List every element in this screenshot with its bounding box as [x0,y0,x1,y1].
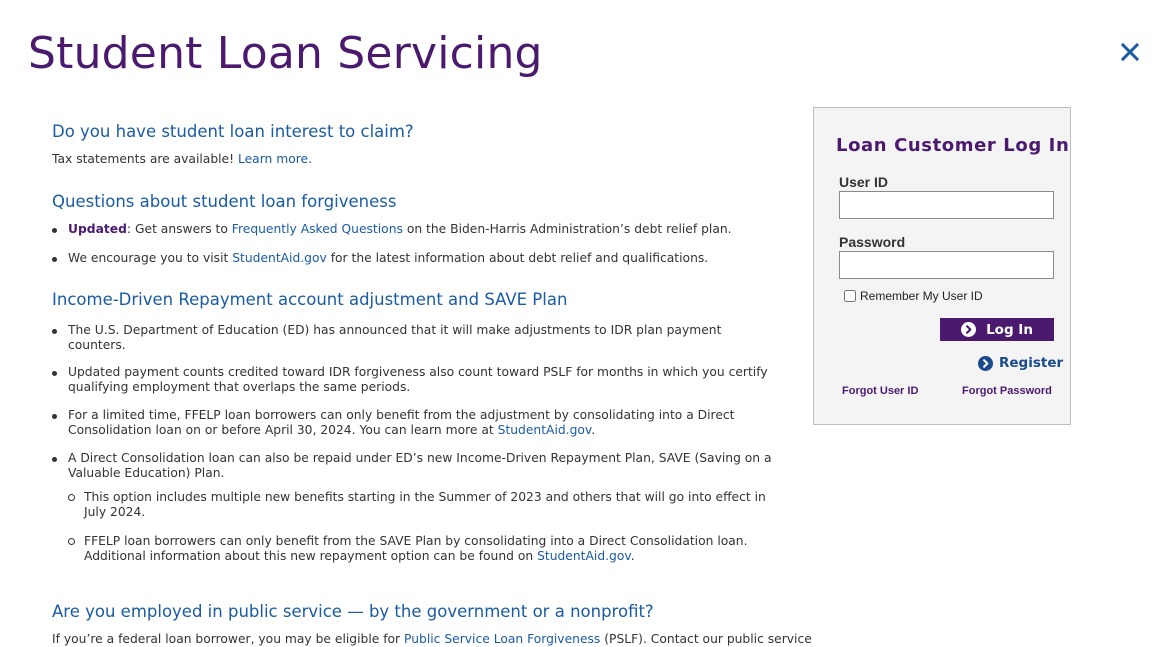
idr-heading: Income-Driven Repayment account adjustment and SAVE Plan [52,290,568,309]
list-item [52,451,772,564]
close-button[interactable] [1118,36,1142,66]
user-id-label: User ID [839,174,889,190]
remember-user-id[interactable] [842,289,983,303]
idr-sublist [68,490,772,564]
list-item [52,222,772,237]
list-item: Updated payment counts credited toward IDR forgiveness also count toward PSLF for months in which you certify qualifying employment that overlaps the same periods. [52,365,772,395]
list-item [52,408,772,438]
list-item-text: on the Biden-Harris Administration’s debt relief plan. [402,222,732,236]
password-input[interactable] [839,251,1054,279]
sub-list-item: This option includes multiple new benefits starting in the Summer of 2023 and others that will go into effect in July 2024. [68,490,772,520]
list-item: The U.S. Department of Education (ED) has announced that it will make adjustments to IDR plan payment counters. [52,323,772,353]
list-item-text: We encourage you to visit [68,251,233,265]
forgiveness-heading: Questions about student loan forgiveness [52,192,397,211]
chevron-right-circle-icon [978,356,993,371]
studentaid-link[interactable]: StudentAid.gov [537,549,631,563]
login-title: Loan Customer Log In [836,135,1070,156]
interest-heading: Do you have student loan interest to claim? [52,122,414,141]
close-icon [1120,42,1140,62]
list-item [52,251,772,266]
user-id-input[interactable] [839,191,1054,219]
list-item-text: : Get answers to [126,222,232,236]
login-button[interactable] [940,318,1054,341]
updated-label: Updated [68,222,127,236]
list-item-text: For a limited time, FFELP loan borrowers can only benefit from the adjustment by consolidating into a Direct Consolidation loan on or before April 30, 2024. You can learn more at [68,408,735,437]
main-content [52,122,812,647]
register-label: Register [999,355,1064,371]
pslf-text-end: (PSLF). Contact our public service [600,632,812,646]
remember-checkbox[interactable] [844,290,856,302]
pslf-link[interactable]: Public Service Loan Forgiveness [404,632,601,646]
studentaid-link[interactable]: StudentAid.gov [497,423,592,437]
login-button-label: Log In [986,321,1033,338]
forgot-user-id-link[interactable]: Forgot User ID [842,385,919,397]
interest-text-body: Tax statements are available! [52,152,235,166]
remember-label: Remember My User ID [860,289,983,303]
pslf-heading: Are you employed in public service — by the government or a nonprofit? [52,602,654,621]
list-item-text: A Direct Consolidation loan can also be repaid under ED’s new Income-Driven Repayment Plan, SAVE (Saving on a Valuable Education) Plan. [68,451,772,480]
list-item-text: . [630,549,635,563]
list-item-text: . [591,423,596,437]
forgiveness-list [52,222,772,266]
list-item-text: FFELP loan borrowers can only benefit from the SAVE Plan by consolidating into a Direct Consolidation loan. Additional information about this new repayment option can be found on [84,534,748,563]
idr-list [52,323,772,564]
learn-more-link[interactable]: Learn more [237,152,309,166]
chevron-right-circle-icon [961,322,976,337]
interest-text [52,152,772,167]
page-title: Student Loan Servicing [28,28,543,79]
forgot-password-link[interactable]: Forgot Password [962,385,1052,397]
interest-text-suffix: . [308,152,313,166]
studentaid-link[interactable]: StudentAid.gov [232,251,327,265]
password-label: Password [839,234,906,250]
pslf-text-body: If you’re a federal loan borrower, you may be eligible for [52,632,405,646]
sub-list-item [68,534,772,564]
list-item-text: for the latest information about debt relief and qualifications. [326,251,709,265]
register-link[interactable] [978,355,1063,371]
faq-link[interactable]: Frequently Asked Questions [231,222,403,236]
login-panel [813,107,1071,425]
